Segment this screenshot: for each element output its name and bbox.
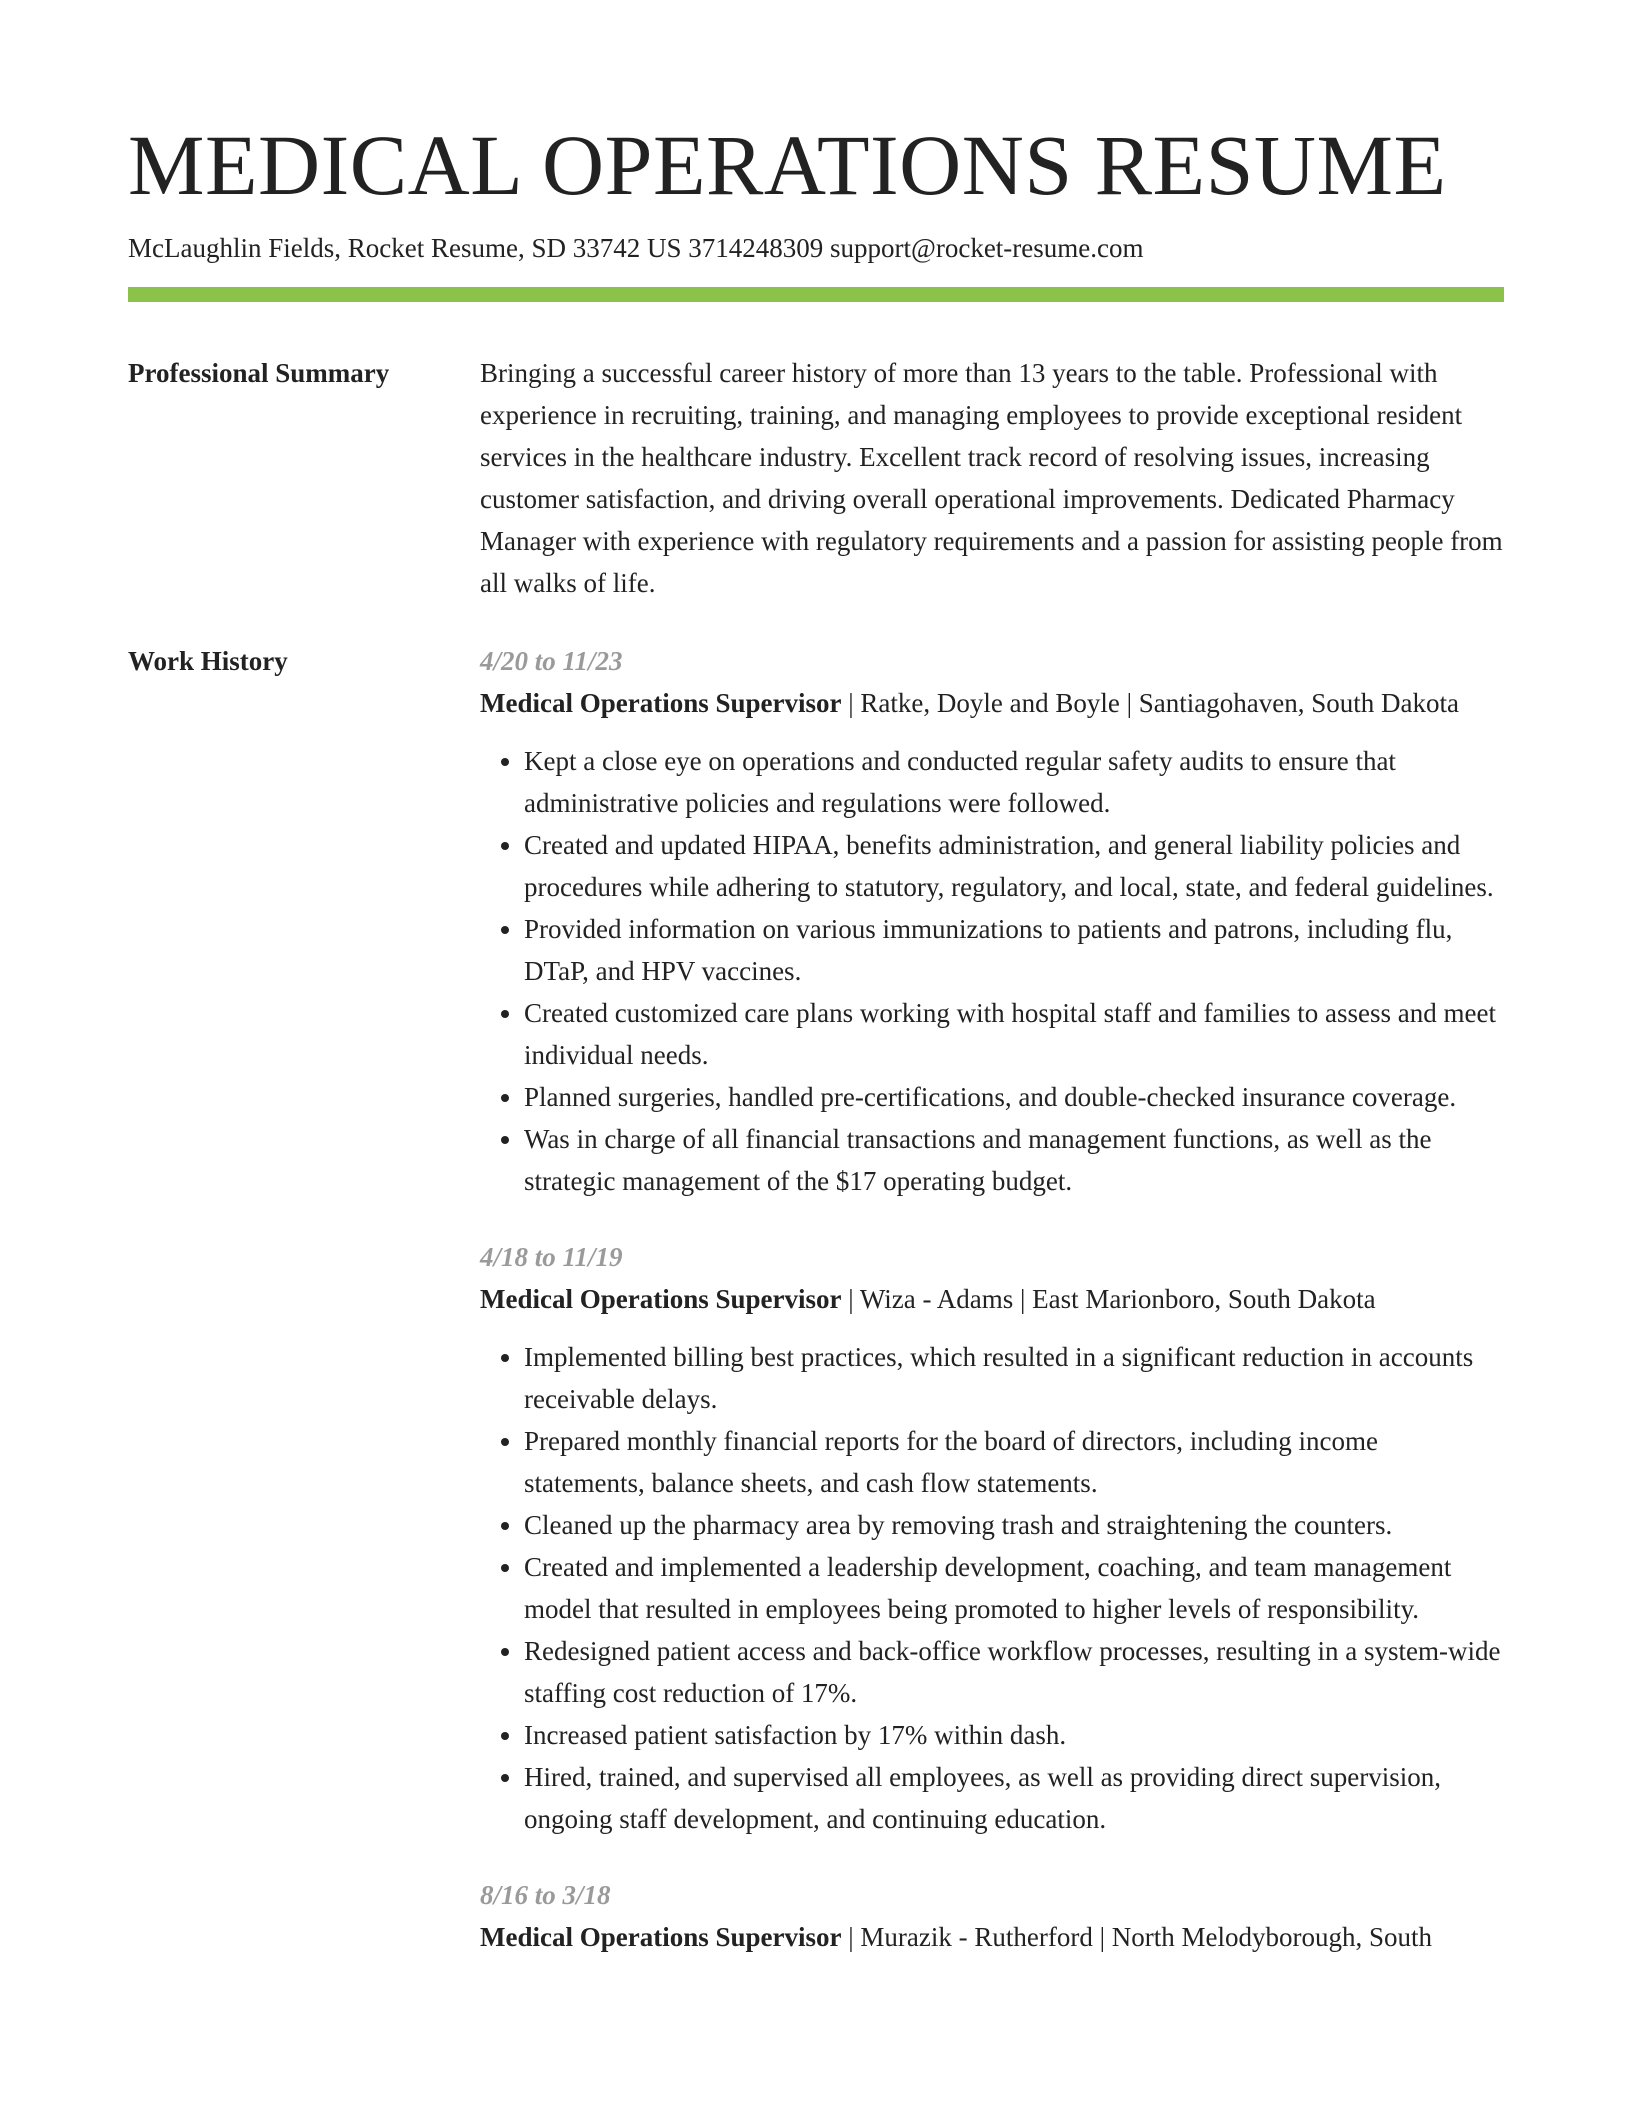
job-details: | Ratke, Doyle and Boyle | Santiagohaven, South Dakota (841, 687, 1459, 718)
job-heading (480, 1278, 1504, 1320)
job-bullet: • Prepared monthly financial reports for the board of directors, including income statements, balance sheets, and cash flow statements. (524, 1420, 1504, 1504)
contact-line: McLaughlin Fields, Rocket Resume, SD 33742 US 3714248309 support@rocket-resume.com (128, 232, 1144, 263)
job-bullet: • Provided information on various immunizations to patients and patrons, including flu, DTaP, and HPV vaccines. (524, 908, 1504, 992)
job-details: | Murazik - Rutherford | North Melodyborough, South (841, 1921, 1432, 1952)
job-details: | Wiza - Adams | East Marionboro, South Dakota (841, 1283, 1376, 1314)
job-bullet: • Was in charge of all financial transactions and management functions, as well as the strategic management of the $17 operating budget. (524, 1118, 1504, 1202)
job-dates: 4/20 to 11/23 (480, 645, 623, 676)
resume-page (128, 118, 1504, 1958)
job-title: Medical Operations Supervisor (480, 1921, 842, 1952)
job-bullet: • Created customized care plans working with hospital staff and families to assess and meet individual needs. (524, 992, 1504, 1076)
job-bullets (480, 1336, 1504, 1840)
summary-label: Professional Summary (128, 357, 390, 388)
work-history-section (128, 640, 1504, 1958)
job-dates: 8/16 to 3/18 (480, 1879, 611, 1910)
job-title: Medical Operations Supervisor (480, 687, 842, 718)
job-heading (480, 1916, 1504, 1958)
job-entry (480, 640, 1504, 1202)
job-title: Medical Operations Supervisor (480, 1283, 842, 1314)
job-heading (480, 682, 1504, 724)
job-dates: 4/18 to 11/19 (480, 1241, 623, 1272)
job-bullet: • Cleaned up the pharmacy area by removing trash and straightening the counters. (524, 1504, 1504, 1546)
work-history-label: Work History (128, 645, 288, 676)
job-bullet: • Increased patient satisfaction by 17% within dash. (524, 1714, 1504, 1756)
job-bullets (480, 740, 1504, 1202)
job-bullet: • Kept a close eye on operations and conducted regular safety audits to ensure that administrative policies and regulations were followed. (524, 740, 1504, 824)
summary-text: Bringing a successful career history of more than 13 years to the table. Professional with experience in recruiting, training, and managing employees to provide exceptional resident services in the healthcare industry. Excellent track record of resolving issues, increasing customer satisfaction, and driving overall operational improvements. Dedicated Pharmacy Manager with experience with regulatory requirements and a passion for assisting people from all walks of life. (480, 357, 1503, 598)
header-divider (128, 287, 1504, 302)
work-history-list (480, 640, 1504, 1958)
job-bullet: • Redesigned patient access and back-office workflow processes, resulting in a system-wide staffing cost reduction of 17%. (524, 1630, 1504, 1714)
job-bullet: • Hired, trained, and supervised all employees, as well as providing direct supervision, ongoing staff development, and continuing education. (524, 1756, 1504, 1840)
job-entry (480, 1236, 1504, 1840)
job-bullet: • Created and implemented a leadership development, coaching, and team management model that resulted in employees being promoted to higher levels of responsibility. (524, 1546, 1504, 1630)
job-bullet: • Planned surgeries, handled pre-certifications, and double-checked insurance coverage. (524, 1076, 1504, 1118)
job-entry (480, 1874, 1504, 1958)
resume-title: MEDICAL OPERATIONS RESUME (128, 117, 1447, 213)
job-bullet: • Created and updated HIPAA, benefits administration, and general liability policies and procedures while adhering to statutory, regulatory, and local, state, and federal guidelines. (524, 824, 1504, 908)
summary-section (128, 352, 1504, 604)
job-bullet: • Implemented billing best practices, which resulted in a significant reduction in accounts receivable delays. (524, 1336, 1504, 1420)
